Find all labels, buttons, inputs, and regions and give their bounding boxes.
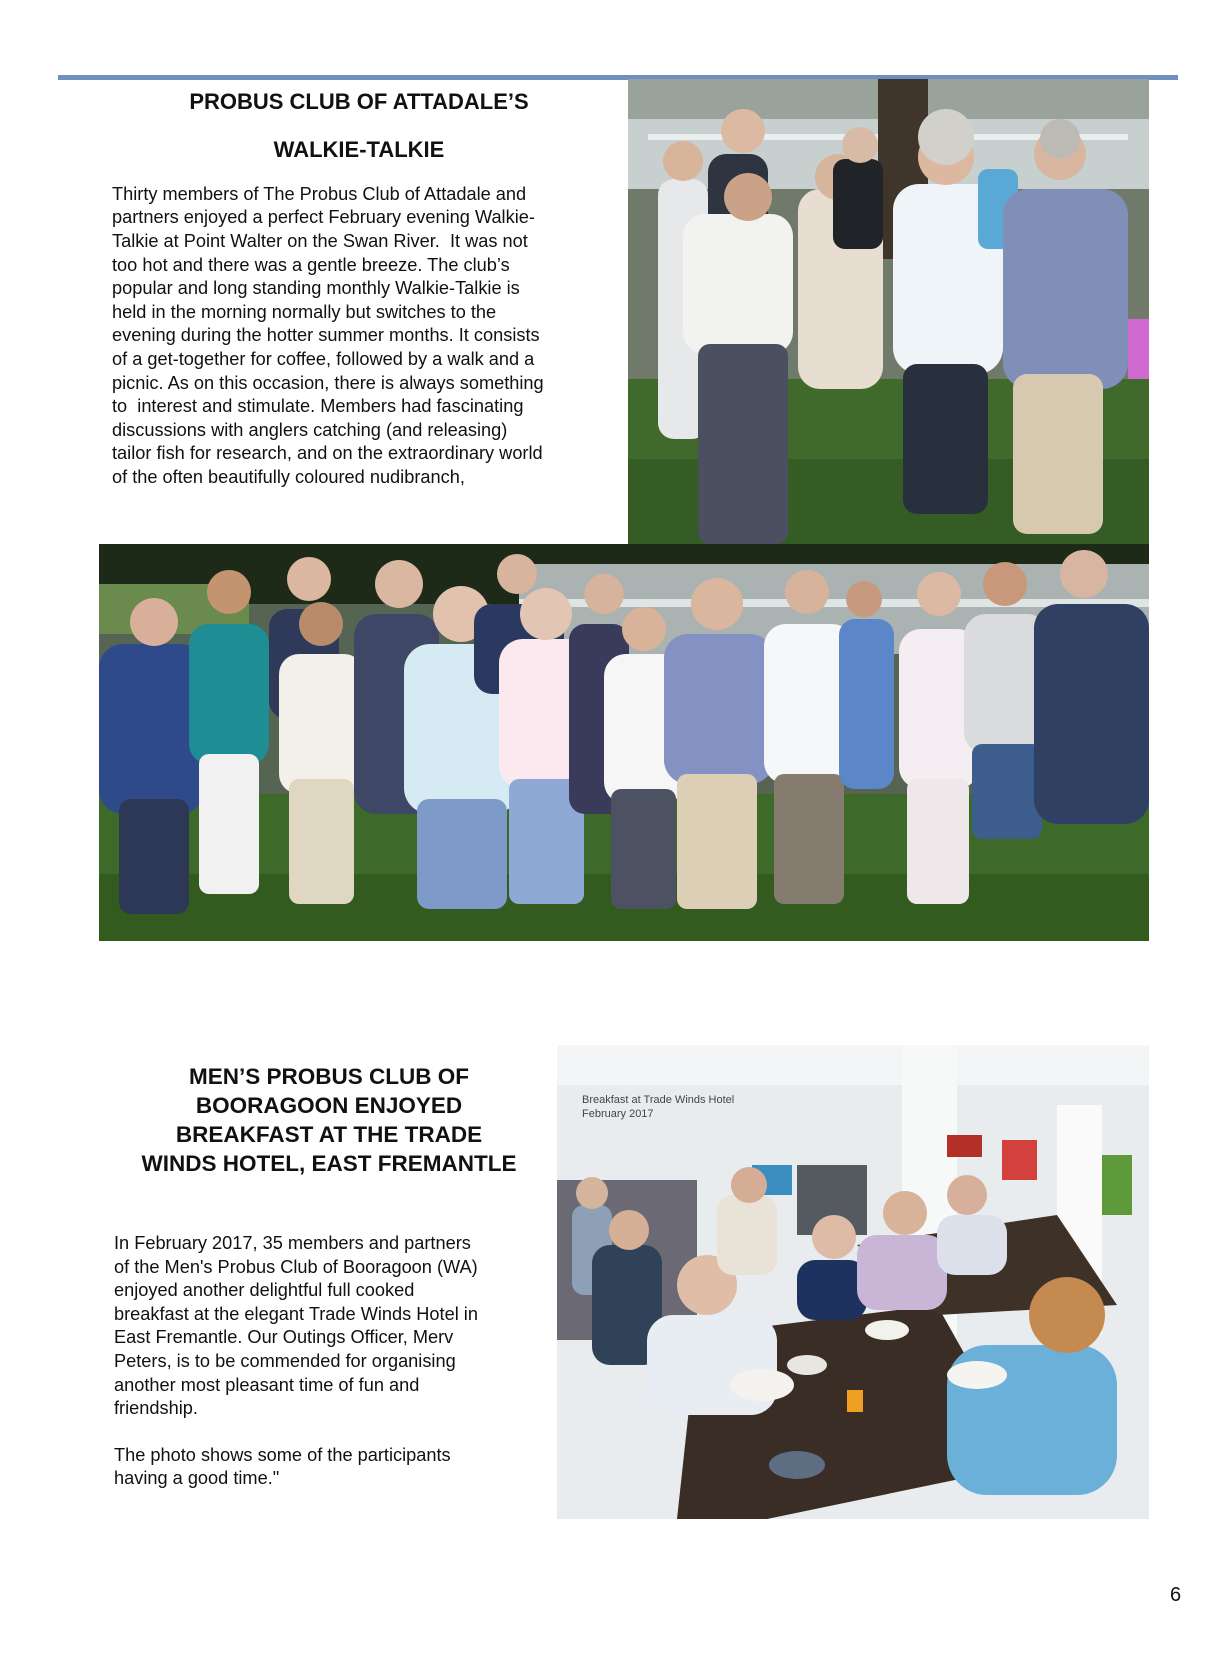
article-attadale-title-line1: PROBUS CLUB OF ATTADALE’S <box>189 89 529 114</box>
article-booragoon-body-2: The photo shows some of the participants having a good time." <box>114 1444 451 1489</box>
article-booragoon-body: In February 2017, 35 members and partners of the Men's Probus Club of Booragoon (WA) enjoyed another delightful full cooked breakfast at the elegant Trade Winds Hotel in East Fremantle. Our Outings Officer, Merv Peters, is to be commended for organising another most pleasant time of fun and friendship. <box>114 1233 478 1419</box>
article-booragoon-title: MEN’S PROBUS CLUB OF BOORAGOON ENJOYED BREAKFAST AT THE TRADE WINDS HOTEL, EAST FREMANTLE <box>141 1064 517 1176</box>
photo-walkie-talkie-group-portrait-image <box>99 544 1149 941</box>
photo-breakfast-caption-line2: February 2017 <box>582 1108 654 1120</box>
article-attadale-title-line2: WALKIE-TALKIE <box>273 137 445 163</box>
article-attadale <box>112 80 606 490</box>
page-number: 6 <box>1170 1584 1182 1606</box>
photo-walkie-talkie-group-portrait <box>99 544 1149 941</box>
photo-breakfast-caption-line1: Breakfast at Trade Winds Hotel <box>582 1094 735 1106</box>
photo-breakfast-trade-winds-image <box>557 1045 1149 1519</box>
photo-breakfast-trade-winds <box>557 1045 1149 1519</box>
article-booragoon <box>114 1062 544 1491</box>
photo-walkie-talkie-group-walking-image <box>628 79 1149 544</box>
photo-walkie-talkie-group-walking <box>628 79 1149 544</box>
article-attadale-body: Thirty members of The Probus Club of Attadale and partners enjoyed a perfect February evening Walkie- Talkie at Point Walter on the Swan River. It was not too hot and there was a gentle breeze. The club’s popular and long standing monthly Walkie-Talkie is held in the morning normally but switches to the evening during the hotter summer months. It consists of a get-together for coffee, followed by a walk and a picnic. As on this occasion, there is always something to interest and stimulate. Members had fascinating discussions with anglers catching (and releasing) tailor fish for research, and on the extraordinary world of the often beautifully coloured nudibranch, <box>112 183 544 487</box>
